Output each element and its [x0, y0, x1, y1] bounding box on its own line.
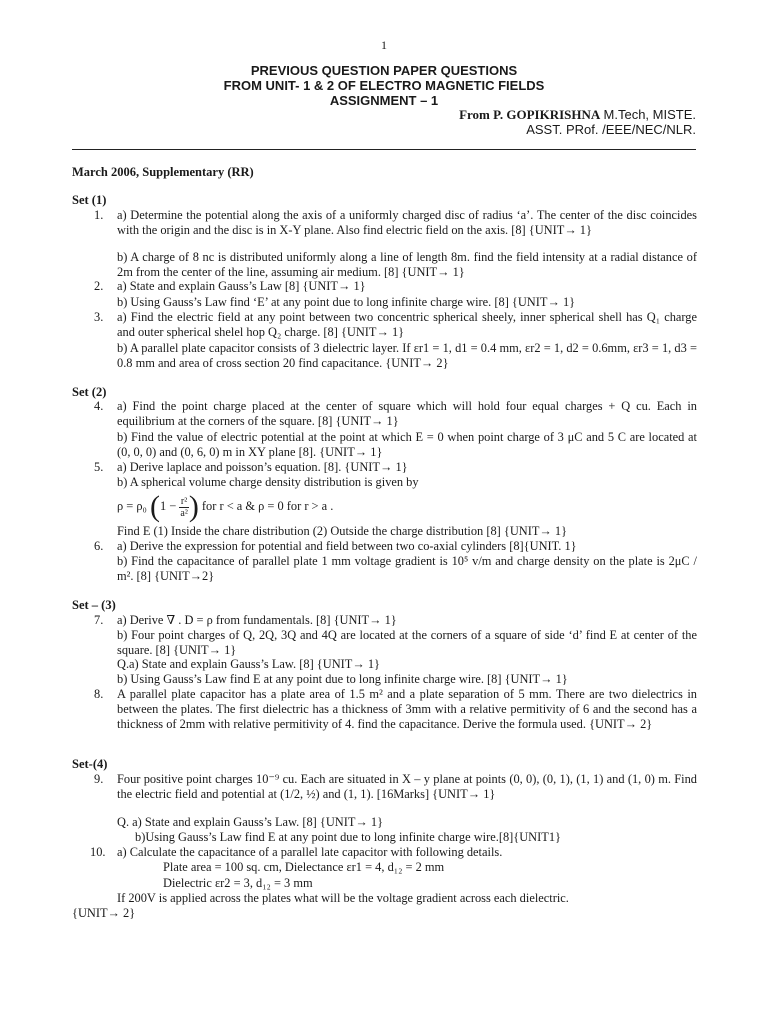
question-7c: Q.a) State and explain Gauss’s Law. [8] {UNIT→ 1} — [117, 657, 380, 671]
question-8a: A parallel plate capacitor has a plate area of 1.5 m² and a plate separation of 5 mm. There are two dielectrics in between the plates. The first dielectric has a thickness of 3mm with a relative permitivity of 6 and the second has a thickness of 2mm with relative permitivity of 4. find the capacitance. Derive the formula used. {UNIT→ 2} — [117, 687, 697, 731]
question-2a: a) State and explain Gauss’s Law [8] {UNIT→ 1} — [117, 279, 366, 293]
question-3a: a) Find the electric field at any point between two concentric spherical sheely, inner spherical shell has Q₁ charge and outer spherical shelel hop Q₂ charge. [8] {UNIT→ 1} — [117, 310, 697, 339]
question-5b: b) A spherical volume charge density distribution is given by — [117, 475, 419, 489]
question-4b: b) Find the value of electric potential at the point at which E = 0 when point charge of 3 μC and 5 C are located at (0, 0, 0) and (0, 6, 0) m in XY plane [8]. {UNIT→ 1} — [117, 430, 697, 459]
question-10b: Plate area = 100 sq. cm, Dielectance εr1 = 4, d₁₂ = 2 mm — [163, 860, 445, 874]
question-3-number: 3. — [94, 310, 104, 324]
from-label: From — [459, 107, 490, 122]
charge-density-formula — [117, 490, 333, 522]
author-name: P. GOPIKRISHNA — [493, 107, 601, 122]
question-7-number: 7. — [94, 613, 104, 627]
exam-title: March 2006, Supplementary (RR) — [72, 165, 254, 179]
question-7d: b) Using Gauss’s Law find E at any point due to long infinite charge wire. [8] {UNIT→ 1} — [117, 672, 568, 686]
question-7b: b) Four point charges of Q, 2Q, 3Q and 4Q are located at the corners of a square of side ‘d’ find E at center of the square. [8] {UNIT→ 1} — [117, 628, 697, 657]
question-5-number: 5. — [94, 460, 104, 474]
formula-fraction — [179, 496, 188, 519]
formula-close-paren: ) — [188, 490, 199, 524]
question-1b: b) A charge of 8 nc is distributed uniformly along a line of length 8m. find the field intensity at a radial distance of 2m from the center of the line, assuming air medium. [8] {UNIT→ 1} — [117, 250, 697, 279]
question-9-number: 9. — [94, 772, 104, 786]
question-5c: Find E (1) Inside the chare distribution (2) Outside the charge distribution [8] {UNIT→ 1} — [117, 524, 568, 538]
question-10c: Dielectric εr2 = 3, d₁₂ = 3 mm — [163, 876, 313, 890]
formula-numerator: r² — [180, 495, 188, 507]
formula-denominator: a² — [180, 507, 188, 519]
formula-open-paren: ( — [149, 490, 160, 524]
question-6b: b) Find the capacitance of parallel plate 1 mm voltage gradient is 10⁵ v/m and charge density on the plate is 2μC / m². [8] {UNIT→2} — [117, 554, 697, 583]
question-4a: a) Find the point charge placed at the center of square which will hold four equal charges + Q cu. Each in equilibrium at the corners of the square. [8] {UNIT→ 1} — [117, 399, 697, 428]
title-line-2: FROM UNIT- 1 & 2 OF ELECTRO MAGNETIC FIELDS — [223, 78, 545, 93]
question-4-number: 4. — [94, 399, 104, 413]
question-5a: a) Derive laplace and poisson’s equation. [8]. {UNIT→ 1} — [117, 460, 408, 474]
question-2b: b) Using Gauss’s Law find ‘E’ at any point due to long infinite charge wire. [8] {UNIT→ 1} — [117, 295, 576, 309]
question-10-number: 10. — [90, 845, 106, 859]
page-number: 1 — [381, 38, 387, 52]
question-9b: Q. a) State and explain Gauss’s Law. [8] {UNIT→ 1} — [117, 815, 384, 829]
header-divider — [72, 149, 696, 150]
question-9a: Four positive point charges 10⁻⁹ cu. Each are situated in X – y plane at points (0, 0), (0, 1), (1, 1) and (1, 0) m. Find the electric field and potential at (1/2, ½) and (1, 1). [16Marks] {UNIT→ 1} — [117, 772, 697, 801]
set-4-title: Set-(4) — [72, 757, 108, 771]
question-10d: If 200V is applied across the plates what will be the voltage gradient across each dielectric. — [117, 891, 569, 905]
author-designation: ASST. PRof. /EEE/NEC/NLR. — [526, 122, 696, 137]
set-1-title: Set (1) — [72, 193, 107, 207]
formula-one: 1 − — [159, 499, 177, 513]
question-7a: a) Derive ∇ . D = ρ from fundamentals. [8] {UNIT→ 1} — [117, 613, 397, 627]
question-1a: a) Determine the potential along the axis of a uniformly charged disc of radius ‘a’. The center of the disc coincides with the origin and the disc is in X-Y plane. Also find electric field on the axis. [8] {UNIT→ 1} — [117, 208, 697, 237]
author-line — [459, 107, 696, 122]
question-10e: {UNIT→ 2} — [72, 906, 136, 920]
question-2-number: 2. — [94, 279, 104, 293]
question-9c: b)Using Gauss’s Law find E at any point due to long infinite charge wire.[8]{UNIT1} — [135, 830, 561, 844]
title-line-3: ASSIGNMENT – 1 — [329, 93, 439, 108]
author-degree: M.Tech, MISTE. — [603, 107, 696, 122]
question-6-number: 6. — [94, 539, 104, 553]
question-8-number: 8. — [94, 687, 104, 701]
question-6a: a) Derive the expression for potential and field between two co-axial cylinders [8]{UNIT. 1} — [117, 539, 577, 553]
question-1-number: 1. — [94, 208, 104, 222]
question-3b: b) A parallel plate capacitor consists of 3 dielectric layer. If εr1 = 1, d1 = 0.4 mm, εr2 = 1, d2 = 0.6mm, εr3 = 1, d3 = 0.8 mm and area of cross section 20 find capacitance. {UNIT→ 2} — [117, 341, 697, 370]
title-line-1: PREVIOUS QUESTION PAPER QUESTIONS — [250, 63, 518, 78]
set-3-title: Set – (3) — [72, 598, 116, 612]
set-2-title: Set (2) — [72, 385, 107, 399]
question-10a: a) Calculate the capacitance of a parallel late capacitor with following details. — [117, 845, 503, 859]
formula-lhs: ρ = ρ₀ — [117, 499, 147, 513]
formula-rhs: for r < a & ρ = 0 for r > a . — [201, 499, 334, 513]
